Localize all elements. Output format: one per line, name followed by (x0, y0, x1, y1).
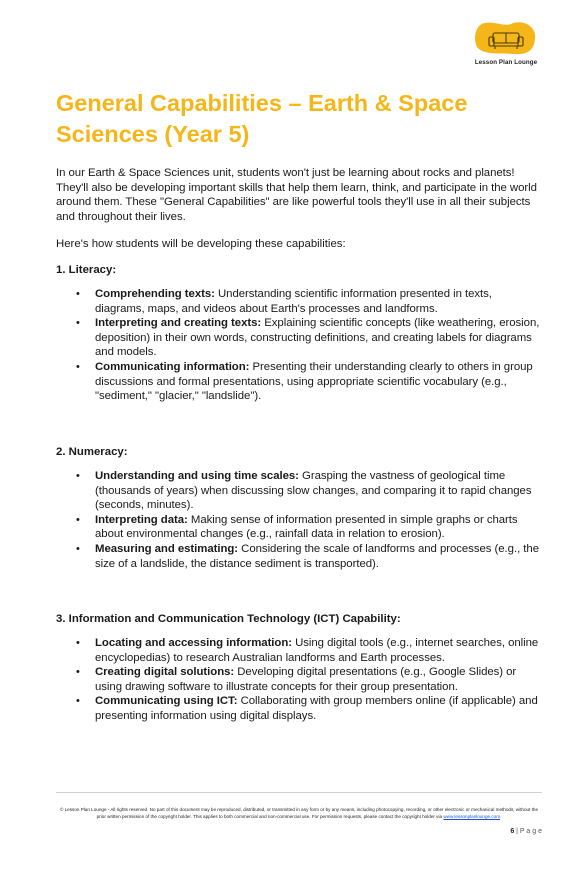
intro-paragraph: In our Earth & Space Sciences unit, students won't just be learning about rocks and planets! They'll also be developing important skills that help them learn, think, and participate in the world around them. These "General Capabilities" are like powerful tools they'll use in all their subjects and throughout their lives. (56, 167, 537, 223)
lead-paragraph: Here's how students will be developing these capabilities: (56, 238, 346, 250)
page-title: General Capabilities – Earth & Space Sciences (Year 5) (56, 90, 468, 147)
page-number (510, 828, 542, 835)
bullet-icon: • (76, 288, 80, 300)
list-item (0, 636, 542, 665)
numeracy-list (0, 469, 575, 571)
website-link[interactable]: www.lessonplanlounge.com (443, 814, 501, 819)
item-term: Communicating information: (95, 360, 250, 373)
item-term: Measuring and estimating: (95, 542, 239, 555)
footer-divider (56, 792, 542, 793)
list-item (0, 542, 542, 571)
item-text: Using digital tools (e.g., internet searches, online encyclopedias) to research Australian landforms and Earth processes. (95, 637, 539, 664)
logo-text: Lesson Plan Lounge (474, 59, 538, 66)
section-heading-ict: 3. Information and Communication Technology (ICT) Capability: (56, 613, 401, 625)
section-heading-numeracy: 2. Numeracy: (56, 446, 128, 458)
item-text: Grasping the vastness of geological time (thousands of years) when discussing slow changes, and comparing it to rapid changes (seconds, minutes). (95, 470, 532, 512)
list-item (0, 694, 542, 723)
item-term: Locating and accessing information: (95, 637, 292, 649)
bullet-icon: • (76, 470, 80, 482)
item-text: Understanding scientific information presented in texts, diagrams, maps, and videos about Earth's processes and landforms. (95, 288, 492, 315)
copyright-notice (56, 806, 542, 820)
bullet-icon: • (76, 317, 80, 330)
item-term: Interpreting data: (95, 513, 188, 526)
list-item (0, 469, 542, 513)
item-text: Explaining scientific concepts (like weathering, erosion, deposition) in their own words, constructing definitions, and creating labels for diagrams and models. (95, 317, 540, 359)
list-item (0, 360, 542, 404)
list-item (0, 316, 542, 360)
item-term: Creating digital solutions: (95, 666, 235, 679)
item-text: Considering the scale of landforms and processes (e.g., the size of a landslide, the distance sediment is transported). (95, 542, 539, 570)
couch-icon (471, 19, 541, 59)
item-term: Interpreting and creating texts: (95, 317, 262, 330)
literacy-list (0, 287, 575, 404)
page-number-value: 6 (510, 828, 515, 835)
logo (471, 19, 541, 69)
ict-list (0, 636, 575, 724)
bullet-icon: • (76, 637, 80, 649)
bullet-icon: • (76, 542, 80, 555)
list-item (0, 665, 542, 694)
item-term: Understanding and using time scales: (95, 470, 299, 482)
bullet-icon: • (76, 695, 80, 708)
item-text: Developing digital presentations (e.g., Google Slides) or using drawing software to illustrate concepts for their group presentation. (95, 666, 517, 693)
page-label: | P a g e (516, 828, 542, 835)
bullet-icon: • (76, 513, 80, 526)
bullet-icon: • (76, 666, 80, 679)
copyright-suffix: . (500, 814, 502, 819)
item-text: Making sense of information presented in simple graphs or charts about environmental changes (e.g., rainfall data in relation to erosion). (95, 513, 518, 541)
item-term: Communicating using ICT: (95, 695, 238, 708)
bullet-icon: • (76, 360, 80, 373)
list-item (0, 513, 542, 542)
item-text: Collaborating with group members online (if applicable) and presenting information using digital displays. (95, 695, 538, 722)
copyright-text: © Lesson Plan Lounge - All rights reserved. No part of this document may be reproduced, distributed, or transmitted in any form or by any means, including photocopying, recording, or other electronic or mechanical methods, without the prior written permission of the copyright holder. This applies to both commercial and non-commercial use. For permission requests, please contact the copyright holder via (59, 807, 539, 819)
item-text: Presenting their understanding clearly to others in group discussions and formal presentations, using appropriate scientific vocabulary (e.g., "sediment," "glacier," "landslide"). (95, 360, 533, 403)
section-heading-literacy: 1. Literacy: (56, 264, 117, 276)
item-term: Comprehending texts: (95, 288, 215, 300)
list-item (0, 287, 542, 316)
